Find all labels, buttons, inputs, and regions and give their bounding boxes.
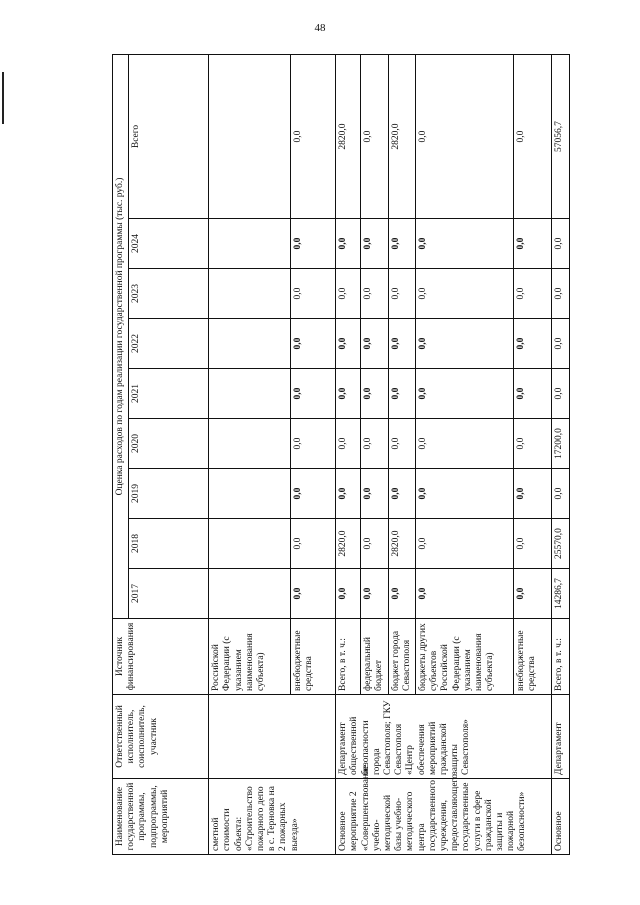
value-cell: 2820,0 [336, 54, 361, 218]
value-cell: 0,0 [361, 219, 388, 269]
value-cell [209, 219, 291, 269]
value-cell: 0,0 [416, 569, 514, 619]
value-cell: 0,0 [291, 319, 336, 369]
value-cell: 0,0 [336, 419, 361, 469]
value-cell [209, 369, 291, 419]
value-cell: 0,0 [388, 219, 415, 269]
value-cell: 0,0 [291, 469, 336, 519]
header-year: 2019 [129, 469, 209, 519]
value-cell: 0,0 [514, 419, 552, 469]
value-cell: 0,0 [388, 319, 415, 369]
value-cell [209, 469, 291, 519]
value-cell [209, 569, 291, 619]
value-cell: 0,0 [416, 219, 514, 269]
header-year: 2023 [129, 269, 209, 319]
value-cell: 2820,0 [388, 54, 415, 218]
value-cell: 2820,0 [336, 519, 361, 569]
activity-name: сметной стоимости объекта: «Строительство пожарного депо в с. Терновка на 2 пожарных выезда» [209, 779, 336, 855]
value-cell: 0,0 [291, 269, 336, 319]
value-cell: 0,0 [336, 269, 361, 319]
value-cell: 0,0 [552, 219, 570, 269]
value-cell: 0,0 [361, 519, 388, 569]
value-cell: 0,0 [291, 219, 336, 269]
header-year: 2020 [129, 419, 209, 469]
value-cell: 0,0 [361, 419, 388, 469]
header-year: 2024 [129, 219, 209, 269]
value-cell: 0,0 [336, 319, 361, 369]
source-cell: внебюджетные средства [291, 619, 336, 695]
source-cell: федеральный бюджет [361, 619, 388, 695]
value-cell: 0,0 [336, 469, 361, 519]
value-cell: 0,0 [552, 369, 570, 419]
value-cell: 0,0 [361, 469, 388, 519]
value-cell: 0,0 [552, 469, 570, 519]
value-cell: 0,0 [514, 369, 552, 419]
value-cell: 0,0 [291, 419, 336, 469]
value-cell: 0,0 [388, 369, 415, 419]
source-cell: Всего, в т. ч.: [552, 619, 570, 695]
value-cell: 0,0 [416, 419, 514, 469]
value-cell [209, 269, 291, 319]
value-cell: 0,0 [416, 519, 514, 569]
value-cell: 0,0 [388, 419, 415, 469]
header-responsible: Ответственный исполнитель, соисполнитель, участник [113, 695, 209, 779]
activity-name: Основное [552, 779, 570, 855]
rotated-table-wrapper [112, 55, 565, 855]
value-cell: 2820,0 [388, 519, 415, 569]
value-cell: 0,0 [514, 519, 552, 569]
source-cell: Всего, в т. ч.: [336, 619, 361, 695]
value-cell [209, 319, 291, 369]
header-year: 2021 [129, 369, 209, 419]
value-cell: 0,0 [388, 569, 415, 619]
responsible-cell: Департамент общественной безопасности города Севастополя; ГКУ Севастополя «Центр обеспечения мероприятий гражданской защиты Севастополя» [336, 695, 552, 779]
value-cell: 0,0 [416, 319, 514, 369]
header-year: 2022 [129, 319, 209, 369]
program-financing-table [112, 54, 570, 855]
value-cell: 57056,7 [552, 54, 570, 218]
header-year: 2017 [129, 569, 209, 619]
value-cell: 0,0 [336, 569, 361, 619]
header-expense-group: Оценка расходов по годам реализации государственной программы (тыс. руб.) [113, 54, 129, 618]
value-cell: 0,0 [552, 319, 570, 369]
source-cell: Российской Федерации (с указанием наименования субъекта) [209, 619, 291, 695]
value-cell: 0,0 [291, 569, 336, 619]
value-cell: 0,0 [514, 569, 552, 619]
value-cell: 0,0 [514, 219, 552, 269]
value-cell: 0,0 [336, 219, 361, 269]
value-cell: 0,0 [291, 519, 336, 569]
responsible-cell [209, 695, 336, 779]
scan-mark [2, 72, 4, 124]
value-cell: 25570,0 [552, 519, 570, 569]
header-name: Наименование государственной программы, подпрограммы, мероприятий [113, 779, 209, 855]
value-cell: 0,0 [416, 54, 514, 218]
value-cell: 0,0 [361, 54, 388, 218]
value-cell: 0,0 [416, 269, 514, 319]
activity-name: Основное мероприятие 2 «Совершенствование учебно-методической базы учебно-методического центра государственного учреждения, предоставляющего государственные услуги в сфере гражданской защиты и пожарной безопасности» [336, 779, 552, 855]
header-total: Всего [129, 54, 209, 218]
value-cell: 0,0 [336, 369, 361, 419]
value-cell: 0,0 [514, 54, 552, 218]
source-cell: бюджеты других субъектов Российской Федерации (с указанием наименования субъекта) [416, 619, 514, 695]
table-row [336, 54, 361, 854]
value-cell [209, 519, 291, 569]
page-number: 48 [314, 22, 326, 34]
value-cell: 0,0 [552, 269, 570, 319]
value-cell [209, 54, 291, 218]
value-cell: 0,0 [361, 319, 388, 369]
value-cell: 0,0 [514, 469, 552, 519]
table-row [552, 54, 570, 854]
value-cell [209, 419, 291, 469]
value-cell: 17200,0 [552, 419, 570, 469]
value-cell: 0,0 [388, 269, 415, 319]
value-cell: 0,0 [361, 369, 388, 419]
value-cell: 0,0 [514, 269, 552, 319]
value-cell: 0,0 [416, 369, 514, 419]
header-source: Источник финансирования [113, 619, 209, 695]
value-cell: 0,0 [388, 469, 415, 519]
value-cell: 0,0 [514, 319, 552, 369]
header-year: 2018 [129, 519, 209, 569]
source-cell: внебюджетные средства [514, 619, 552, 695]
responsible-cell: Департамент [552, 695, 570, 779]
value-cell: 14286,7 [552, 569, 570, 619]
table-row [209, 54, 291, 854]
value-cell: 0,0 [361, 269, 388, 319]
source-cell: бюджет города Севастополя [388, 619, 415, 695]
value-cell: 0,0 [416, 469, 514, 519]
value-cell: 0,0 [291, 54, 336, 218]
value-cell: 0,0 [361, 569, 388, 619]
value-cell: 0,0 [291, 369, 336, 419]
